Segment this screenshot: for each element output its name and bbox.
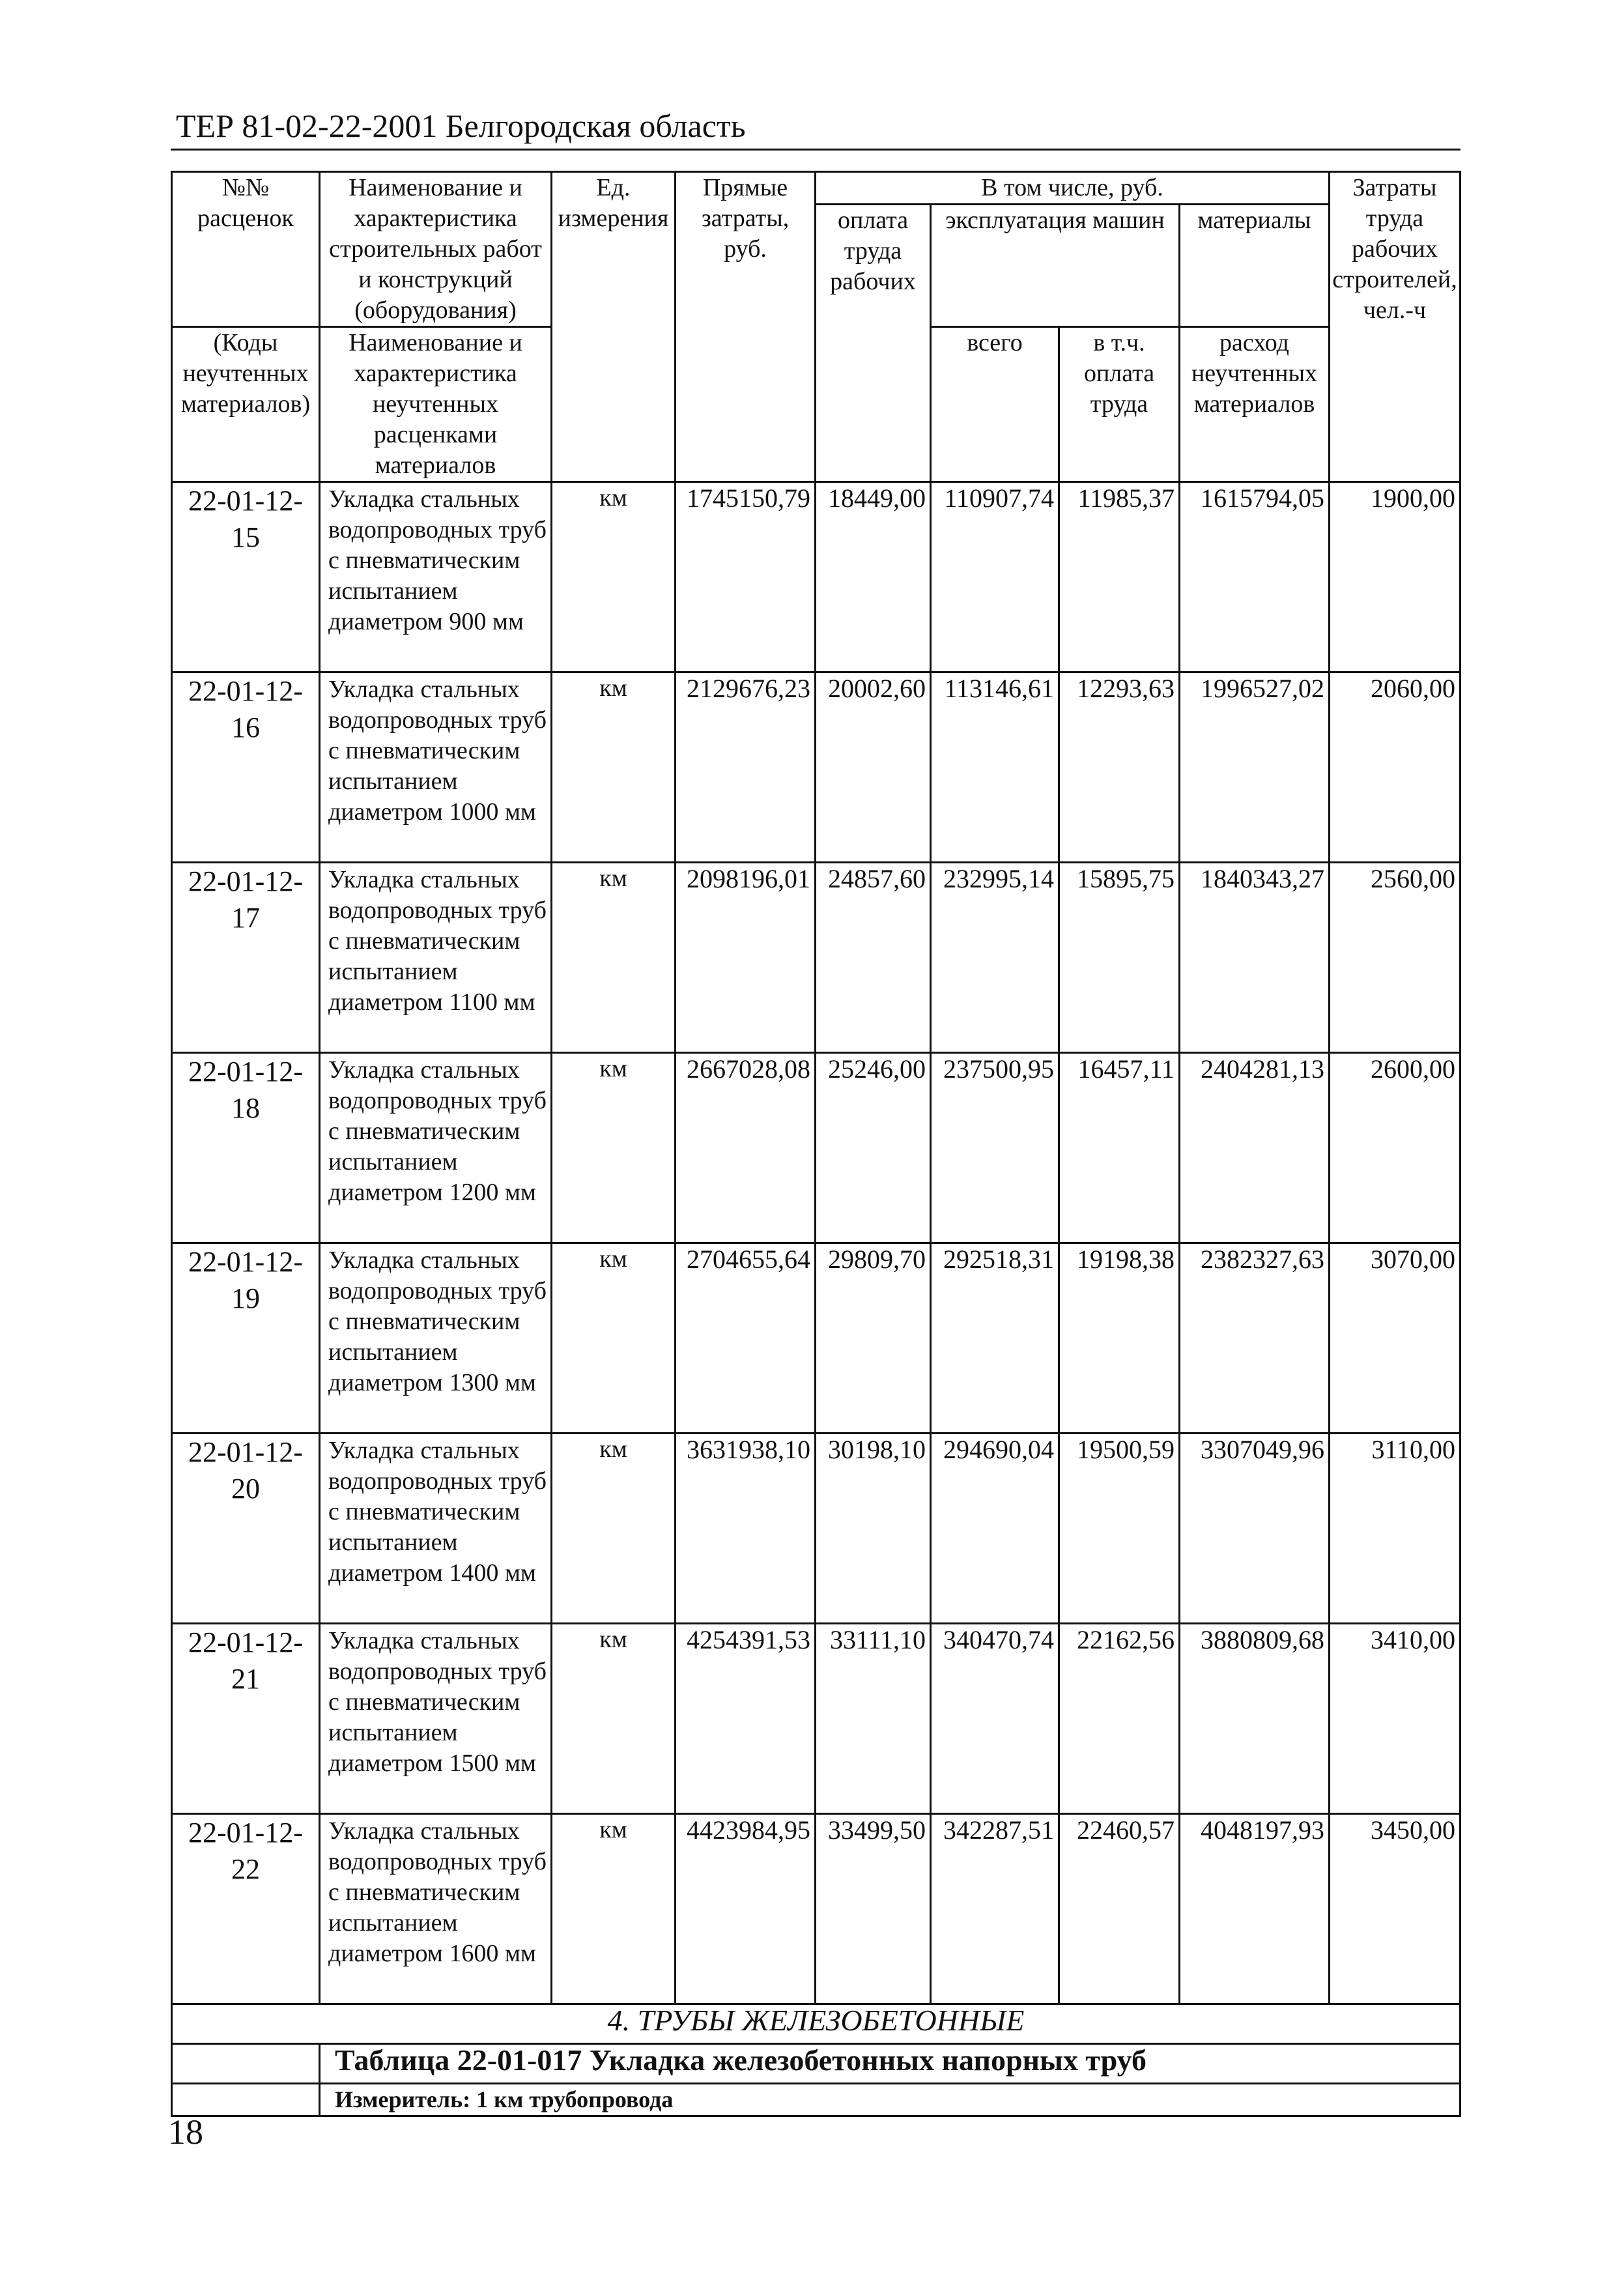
labor-pay: 25246,00 bbox=[816, 1053, 931, 1243]
table-row bbox=[172, 672, 1460, 863]
header-unit: Ед. измерения bbox=[552, 172, 676, 482]
header-unaccounted-materials: расход неучтенных материалов bbox=[1180, 327, 1330, 482]
header-machines: эксплуатация машин bbox=[931, 205, 1180, 327]
labor-pay: 18449,00 bbox=[816, 482, 931, 672]
running-title: ТЕР 81-02-22-2001 Белгородская область bbox=[176, 108, 746, 144]
labor-hours: 2560,00 bbox=[1330, 863, 1460, 1053]
labor-hours: 2060,00 bbox=[1330, 672, 1460, 863]
unit-of-measure: км bbox=[552, 1053, 676, 1243]
machines-total: 342287,51 bbox=[931, 1814, 1059, 2004]
header-labor-pay: оплата труда рабочих bbox=[816, 205, 931, 482]
direct-costs: 2098196,01 bbox=[676, 863, 816, 1053]
header-direct-costs: Прямые затраты, руб. bbox=[676, 172, 816, 482]
rate-code: 22-01-12-19 bbox=[172, 1243, 320, 1434]
table-row bbox=[172, 1053, 1460, 1243]
work-description: Укладка стальных водопроводных труб с пневматическим испытанием диаметром 1400 мм bbox=[320, 1434, 552, 1624]
unit-of-measure: км bbox=[552, 1434, 676, 1624]
header-machines-labor-pay: в т.ч. оплата труда bbox=[1059, 327, 1180, 482]
machines-labor-pay: 22460,57 bbox=[1059, 1814, 1180, 2004]
direct-costs: 2667028,08 bbox=[676, 1053, 816, 1243]
labor-pay: 24857,60 bbox=[816, 863, 931, 1053]
unit-of-measure: км bbox=[552, 482, 676, 672]
table-row bbox=[172, 482, 1460, 672]
materials-cost: 3880809,68 bbox=[1180, 1624, 1330, 1814]
rate-code: 22-01-12-17 bbox=[172, 863, 320, 1053]
work-description: Укладка стальных водопроводных труб с пневматическим испытанием диаметром 1600 мм bbox=[320, 1814, 552, 2004]
work-description: Укладка стальных водопроводных труб с пневматическим испытанием диаметром 900 мм bbox=[320, 482, 552, 672]
header-including: В том числе, руб. bbox=[816, 172, 1330, 205]
labor-pay: 30198,10 bbox=[816, 1434, 931, 1624]
machines-labor-pay: 19500,59 bbox=[1059, 1434, 1180, 1624]
header-rule bbox=[171, 149, 1460, 151]
labor-pay: 33499,50 bbox=[816, 1814, 931, 2004]
machines-labor-pay: 16457,11 bbox=[1059, 1053, 1180, 1243]
machines-labor-pay: 11985,37 bbox=[1059, 482, 1180, 672]
direct-costs: 4423984,95 bbox=[676, 1814, 816, 2004]
header-unaccounted-codes: (Коды неучтенных материалов) bbox=[172, 327, 320, 482]
table-title-row bbox=[172, 2044, 1460, 2084]
header-unaccounted-name: Наименование и характеристика неучтенных расценками материалов bbox=[320, 327, 552, 482]
table-title-spacer bbox=[172, 2044, 320, 2084]
section-title: 4. ТРУБЫ ЖЕЛЕЗОБЕТОННЫЕ bbox=[172, 2004, 1460, 2044]
price-rates-table bbox=[171, 171, 1461, 2117]
unit-of-measure: км bbox=[552, 672, 676, 863]
materials-cost: 2382327,63 bbox=[1180, 1243, 1330, 1434]
unit-of-measure: км bbox=[552, 1243, 676, 1434]
header-work-name: Наименование и характеристика строительных работ и конструкций (оборудования) bbox=[320, 172, 552, 327]
labor-pay: 29809,70 bbox=[816, 1243, 931, 1434]
machines-labor-pay: 12293,63 bbox=[1059, 672, 1180, 863]
labor-pay: 33111,10 bbox=[816, 1624, 931, 1814]
materials-cost: 2404281,13 bbox=[1180, 1053, 1330, 1243]
rate-code: 22-01-12-16 bbox=[172, 672, 320, 863]
page-number: 18 bbox=[168, 2112, 203, 2152]
table-row bbox=[172, 1434, 1460, 1624]
machines-total: 340470,74 bbox=[931, 1624, 1059, 1814]
work-description: Укладка стальных водопроводных труб с пневматическим испытанием диаметром 1300 мм bbox=[320, 1243, 552, 1434]
machines-total: 110907,74 bbox=[931, 482, 1059, 672]
measure-unit: Измеритель: 1 км трубопровода bbox=[320, 2084, 1460, 2116]
work-description: Укладка стальных водопроводных труб с пневматическим испытанием диаметром 1200 мм bbox=[320, 1053, 552, 1243]
materials-cost: 4048197,93 bbox=[1180, 1814, 1330, 2004]
labor-hours: 3070,00 bbox=[1330, 1243, 1460, 1434]
labor-hours: 1900,00 bbox=[1330, 482, 1460, 672]
machines-labor-pay: 19198,38 bbox=[1059, 1243, 1180, 1434]
labor-hours: 2600,00 bbox=[1330, 1053, 1460, 1243]
direct-costs: 2704655,64 bbox=[676, 1243, 816, 1434]
rate-code: 22-01-12-20 bbox=[172, 1434, 320, 1624]
table-row bbox=[172, 1624, 1460, 1814]
unit-of-measure: км bbox=[552, 1624, 676, 1814]
direct-costs: 4254391,53 bbox=[676, 1624, 816, 1814]
header-machines-total: всего bbox=[931, 327, 1059, 482]
machines-total: 292518,31 bbox=[931, 1243, 1059, 1434]
unit-of-measure: км bbox=[552, 1814, 676, 2004]
work-description: Укладка стальных водопроводных труб с пневматическим испытанием диаметром 1000 мм bbox=[320, 672, 552, 863]
header-code: №№ расценок bbox=[172, 172, 320, 327]
machines-total: 237500,95 bbox=[931, 1053, 1059, 1243]
work-description: Укладка стальных водопроводных труб с пневматическим испытанием диаметром 1500 мм bbox=[320, 1624, 552, 1814]
section-row bbox=[172, 2004, 1460, 2044]
direct-costs: 3631938,10 bbox=[676, 1434, 816, 1624]
table-row bbox=[172, 1814, 1460, 2004]
table-row bbox=[172, 863, 1460, 1053]
materials-cost: 1996527,02 bbox=[1180, 672, 1330, 863]
rate-code: 22-01-12-18 bbox=[172, 1053, 320, 1243]
rates-body bbox=[172, 482, 1460, 2004]
materials-cost: 1840343,27 bbox=[1180, 863, 1330, 1053]
measure-spacer bbox=[172, 2084, 320, 2116]
header-materials: материалы bbox=[1180, 205, 1330, 327]
materials-cost: 3307049,96 bbox=[1180, 1434, 1330, 1624]
machines-total: 294690,04 bbox=[931, 1434, 1059, 1624]
labor-hours: 3110,00 bbox=[1330, 1434, 1460, 1624]
rate-code: 22-01-12-22 bbox=[172, 1814, 320, 2004]
header-row-1 bbox=[172, 172, 1460, 205]
unit-of-measure: км bbox=[552, 863, 676, 1053]
labor-hours: 3450,00 bbox=[1330, 1814, 1460, 2004]
machines-total: 113146,61 bbox=[931, 672, 1059, 863]
machines-labor-pay: 15895,75 bbox=[1059, 863, 1180, 1053]
header-labor-hours: Затраты труда рабочих строителей, чел.-ч bbox=[1330, 172, 1460, 482]
direct-costs: 2129676,23 bbox=[676, 672, 816, 863]
rate-code: 22-01-12-15 bbox=[172, 482, 320, 672]
table-title: Таблица 22-01-017 Укладка железобетонных напорных труб bbox=[320, 2044, 1460, 2084]
machines-labor-pay: 22162,56 bbox=[1059, 1624, 1180, 1814]
rate-code: 22-01-12-21 bbox=[172, 1624, 320, 1814]
work-description: Укладка стальных водопроводных труб с пневматическим испытанием диаметром 1100 мм bbox=[320, 863, 552, 1053]
table-row bbox=[172, 1243, 1460, 1434]
direct-costs: 1745150,79 bbox=[676, 482, 816, 672]
machines-total: 232995,14 bbox=[931, 863, 1059, 1053]
measure-row bbox=[172, 2084, 1460, 2116]
materials-cost: 1615794,05 bbox=[1180, 482, 1330, 672]
labor-pay: 20002,60 bbox=[816, 672, 931, 863]
labor-hours: 3410,00 bbox=[1330, 1624, 1460, 1814]
